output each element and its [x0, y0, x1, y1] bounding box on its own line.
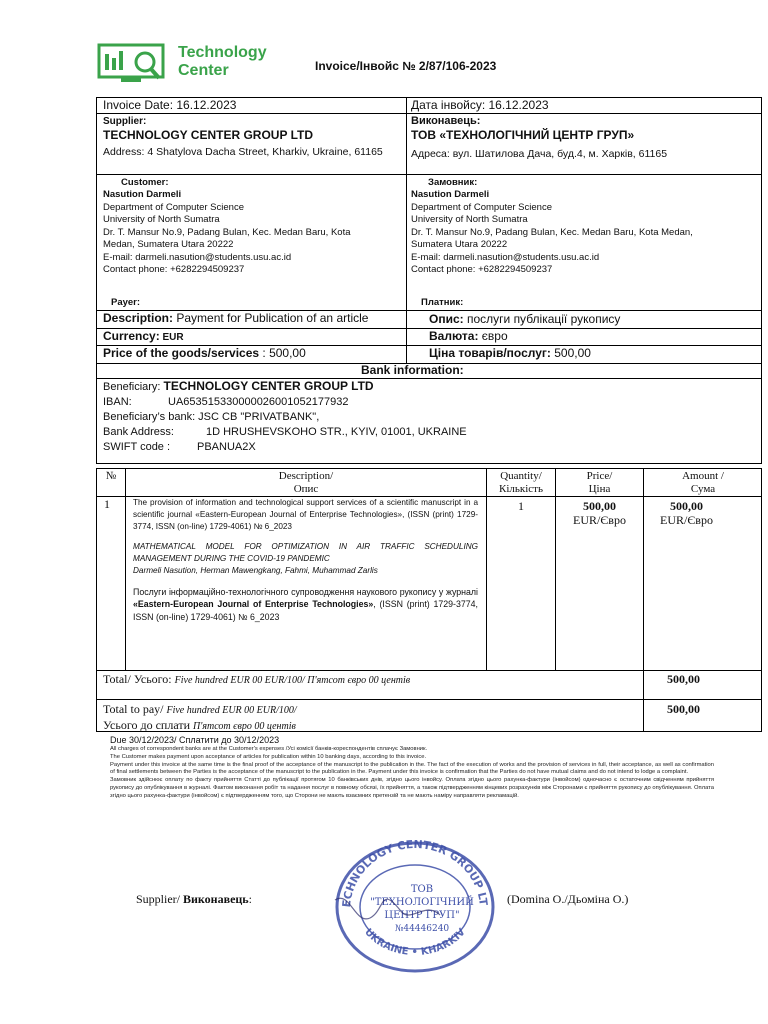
logo-line-2: Center [178, 62, 229, 79]
supplier-address-en: Address: 4 Shatylova Dacha Street, Kharkiv, Ukraine, 61165 [103, 146, 383, 158]
supplier-label-ua-sig: Виконавець [183, 892, 249, 906]
customer-line: Nasution Darmeli [411, 189, 490, 200]
payer-label-en: Payer: [111, 297, 141, 308]
logo-text [178, 44, 267, 80]
customer-line: University of North Sumatra [103, 214, 220, 225]
stamp-line-4: №44446240 [394, 924, 450, 934]
topay-line-en [103, 702, 297, 718]
supplier-signature-label [136, 893, 252, 906]
price-ua-value: 500,00 [550, 346, 591, 360]
row-amount-value: 500,00 [670, 499, 703, 513]
row-quantity: 1 [518, 499, 524, 513]
invoice-date-ua: Дата інвойсу: 16.12.2023 [411, 98, 549, 112]
invoice-date-en: Invoice Date: 16.12.2023 [103, 98, 237, 112]
price-ua-label: Ціна товарів/послуг: [429, 346, 551, 360]
price-en-label: Price of the goods/services [103, 346, 260, 360]
bank-address-label: Bank Address: [103, 426, 174, 438]
bank-address: 1D HRUSHEVSKOHO STR., KYIV, 01001, UKRAINE [206, 426, 467, 438]
topay-label-en: Total to pay/ [103, 702, 164, 716]
company-stamp [330, 840, 500, 975]
topay-value: 500,00 [667, 702, 700, 716]
currency-en [103, 329, 184, 345]
description-ua [429, 312, 620, 327]
note-line: All charges of correspondent banks are at the Customer's expenses /Усі комісії банків-кореспондентів сплачує Замовник. [110, 746, 428, 752]
col-price-ua: Ціна [588, 483, 611, 495]
col-amount [644, 470, 762, 496]
stamp-line-2: "ТЕХНОЛОГІЧНИЙ [370, 897, 474, 908]
invoice-title: Invoice/Інвойс № 2/87/106-2023 [315, 59, 497, 73]
col-amount-ua: Сума [690, 483, 716, 495]
customer-line: Dr. T. Mansur No.9, Padang Bulan, Kec. Medan Baru, Kota Medan, [411, 226, 693, 238]
topay-label-ua: Усього до сплати [103, 718, 190, 732]
supplier-label-ua: Виконавець: [411, 115, 481, 127]
row-no: 1 [104, 497, 110, 511]
total-value: 500,00 [667, 672, 700, 686]
desc-paragraph-ua [133, 586, 478, 624]
terms-notes [110, 746, 714, 801]
customer-line: Contact phone: +6282294509237 [103, 264, 245, 275]
stamp-seal-icon [330, 840, 500, 975]
beneficiary-bank: Beneficiary’s bank: JSC CB "PRIVATBANK", [103, 411, 320, 423]
customer-line: Dr. T. Mansur No.9, Padang Bulan, Kec. Medan Baru, Kota [103, 226, 351, 238]
swift-value: PBANUA2X [197, 441, 256, 453]
customer-line: University of North Sumatra [411, 214, 528, 225]
customer-block-en [103, 189, 399, 277]
description-en-value: Payment for Publication of an article [173, 311, 369, 325]
customer-line: Contact phone: +6282294509237 [411, 264, 553, 275]
customer-block-ua [411, 189, 756, 277]
customer-label-ua: Замовник: [428, 177, 478, 188]
stamp-top-text: ECHNOLOGY CENTER GROUP LT [339, 840, 490, 908]
price-en [103, 346, 306, 361]
currency-ua-value: євро [478, 329, 508, 343]
stamp-line-1: ТОВ [410, 884, 434, 895]
row-description [133, 497, 478, 623]
customer-line: E-mail: darmeli.nasution@students.usu.ac.id [103, 251, 292, 263]
customer-line: Department of Computer Science [103, 201, 244, 213]
total-words: Five hundred EUR 00 EUR/100/ П'ятсот євро 00 центів [174, 675, 411, 686]
col-quantity [487, 470, 555, 496]
description-en [103, 311, 368, 326]
desc-paragraph-en: The provision of information and technological support services of a scientific manuscript in a scientific journal «Eastern-European Journal of Enterprise Technologies», (ISSN (print) 1729-3774, ISSN (on-line) 1729-4061) № 6_2023 [133, 498, 478, 531]
description-ua-label: Опис: [429, 312, 464, 326]
desc-ua-text-1: Послуги інформаційно-технологічного супроводження наукового рукопису у журналі [133, 586, 478, 597]
stamp-bottom-text: UKRAINE • KHARKIV [362, 926, 468, 959]
logo-line-1: Technology [178, 44, 267, 61]
topay-words-en: Five hundred EUR 00 EUR/100/ [166, 705, 297, 716]
topay-words-ua: П'ятсот євро 00 центів [193, 721, 296, 732]
price-en-value: : 500,00 [259, 346, 306, 360]
payer-label-ua: Платник: [421, 297, 464, 308]
beneficiary-row [103, 380, 374, 394]
total-label: Total/ Усього: [103, 672, 172, 686]
topay-line-ua [103, 718, 297, 734]
supplier-name-ua: ТОВ «ТЕХНОЛОГІЧНИЙ ЦЕНТР ГРУП» [411, 128, 635, 142]
currency-en-label: Currency: [103, 329, 160, 343]
col-price-en: Price/ [586, 470, 613, 482]
col-no: № [105, 470, 117, 482]
stamp-line-3: ЦЕНТР ГРУП" [384, 910, 460, 921]
note-line: Замовник здійснює оплату по факту прийняття Статті до публікації протягом 10 банківських днів, згідно цього інвойсу. Оплата згідно цього рахунка-фактури (інвойсом) одночасно є остаточним свідченням прийняття рукопису до опублікування в журналі. Фактом виконання робіт та надання послуг в повному обсязі, їх прийняття, а також підтвердженням кінцевих розрахунків між Сторонами є прийняття рукопису до опублікування. Оплата згідно цього рахунка-фактури (інвойсом) є підтвердженням того, що Сторони не мають взаємних претензій та не мають наміру направляти рекламацій. [110, 777, 714, 799]
supplier-label-en: Supplier: [103, 116, 147, 127]
topay-row [103, 702, 297, 734]
col-quantity-ua: Кількість [498, 483, 543, 495]
customer-line: Nasution Darmeli [103, 189, 182, 200]
supplier-label-en-sig: Supplier/ [136, 892, 183, 906]
swift-label: SWIFT code : [103, 441, 171, 453]
note-line: Payment under this invoice at the same time is the final proof of the acceptance of the manuscript to the publication in the. The fact of the execution of works and the provision of services in full, their acceptance, as well as confirmation of final settlements between the Parties is the acceptance of the manuscript to the publication in the. Payment under this invoice is confirmation that the Parties do not have mutual claims and do not intend to lodge a complaint. [110, 761, 714, 776]
customer-label-en: Customer: [121, 177, 169, 188]
beneficiary-name: TECHNOLOGY CENTER GROUP LTD [163, 379, 374, 393]
desc-authors: Darmeli Nasution, Herman Mawengkang, Fahmi, Muhammad Zarlis [133, 565, 378, 575]
col-description-ua: Опис [293, 483, 319, 495]
currency-ua [429, 329, 508, 344]
customer-line: Sumatera Utara 20222 [411, 239, 508, 250]
customer-line: Medan, Sumatera Utara 20222 [103, 239, 234, 250]
currency-ua-label: Валюта: [429, 329, 479, 343]
col-description-en: Description/ [278, 470, 334, 482]
signer-name: (Domina O./Дьоміна O.) [507, 892, 629, 906]
desc-article-title: MATHEMATICAL MODEL FOR OPTIMIZATION IN AIR TRAFFIC SCHEDULING MANAGEMENT DURING THE COVID-19 PANDEMIC [133, 542, 478, 564]
desc-ua-journal: «Eastern-European Journal of Enterprise Technologies» [133, 599, 374, 610]
col-description [126, 470, 486, 496]
col-amount-en: Amount / [682, 470, 724, 482]
col-quantity-en: Quantity/ [500, 470, 542, 482]
row-price-currency: EUR/Євро [573, 513, 626, 527]
description-en-label: Description: [103, 311, 174, 325]
iban-value: UA653515330000026001052177932 [168, 396, 349, 408]
desc-ua-text-2: , (ISSN (print) 1729-3774, ISSN (on-line) 1729-4061) № 6_2023 [133, 599, 478, 622]
col-price [556, 470, 643, 496]
row-amount [644, 499, 729, 527]
price-ua [429, 346, 591, 361]
iban-label: IBAN: [103, 396, 132, 408]
supplier-address-ua: Адреса: вул. Шатилова Дача, буд.4, м. Харків, 61165 [411, 148, 668, 160]
row-amount-currency: EUR/Євро [660, 513, 713, 527]
supplier-name-en: TECHNOLOGY CENTER GROUP LTD [103, 128, 314, 142]
row-price-value: 500,00 [583, 499, 616, 513]
customer-line: Department of Computer Science [411, 201, 552, 213]
note-line: The Customer makes payment upon acceptance of articles for publication within 10 banking days, according to this invoice. [110, 753, 427, 760]
bank-title: Bank information: [361, 363, 464, 377]
description-ua-value: послуги публікації рукопису [463, 312, 621, 326]
currency-en-value: EUR [159, 332, 184, 343]
due-date: Due 30/12/2023/ Сплатити до 30/12/2023 [110, 735, 280, 745]
beneficiary-label: Beneficiary: [103, 381, 161, 393]
supplier-colon: : [248, 892, 252, 906]
row-price [556, 499, 643, 527]
total-row [103, 673, 410, 687]
customer-line: E-mail: darmeli.nasution@students.usu.ac.id [411, 251, 600, 263]
monitor-magnifier-icon [97, 42, 177, 84]
